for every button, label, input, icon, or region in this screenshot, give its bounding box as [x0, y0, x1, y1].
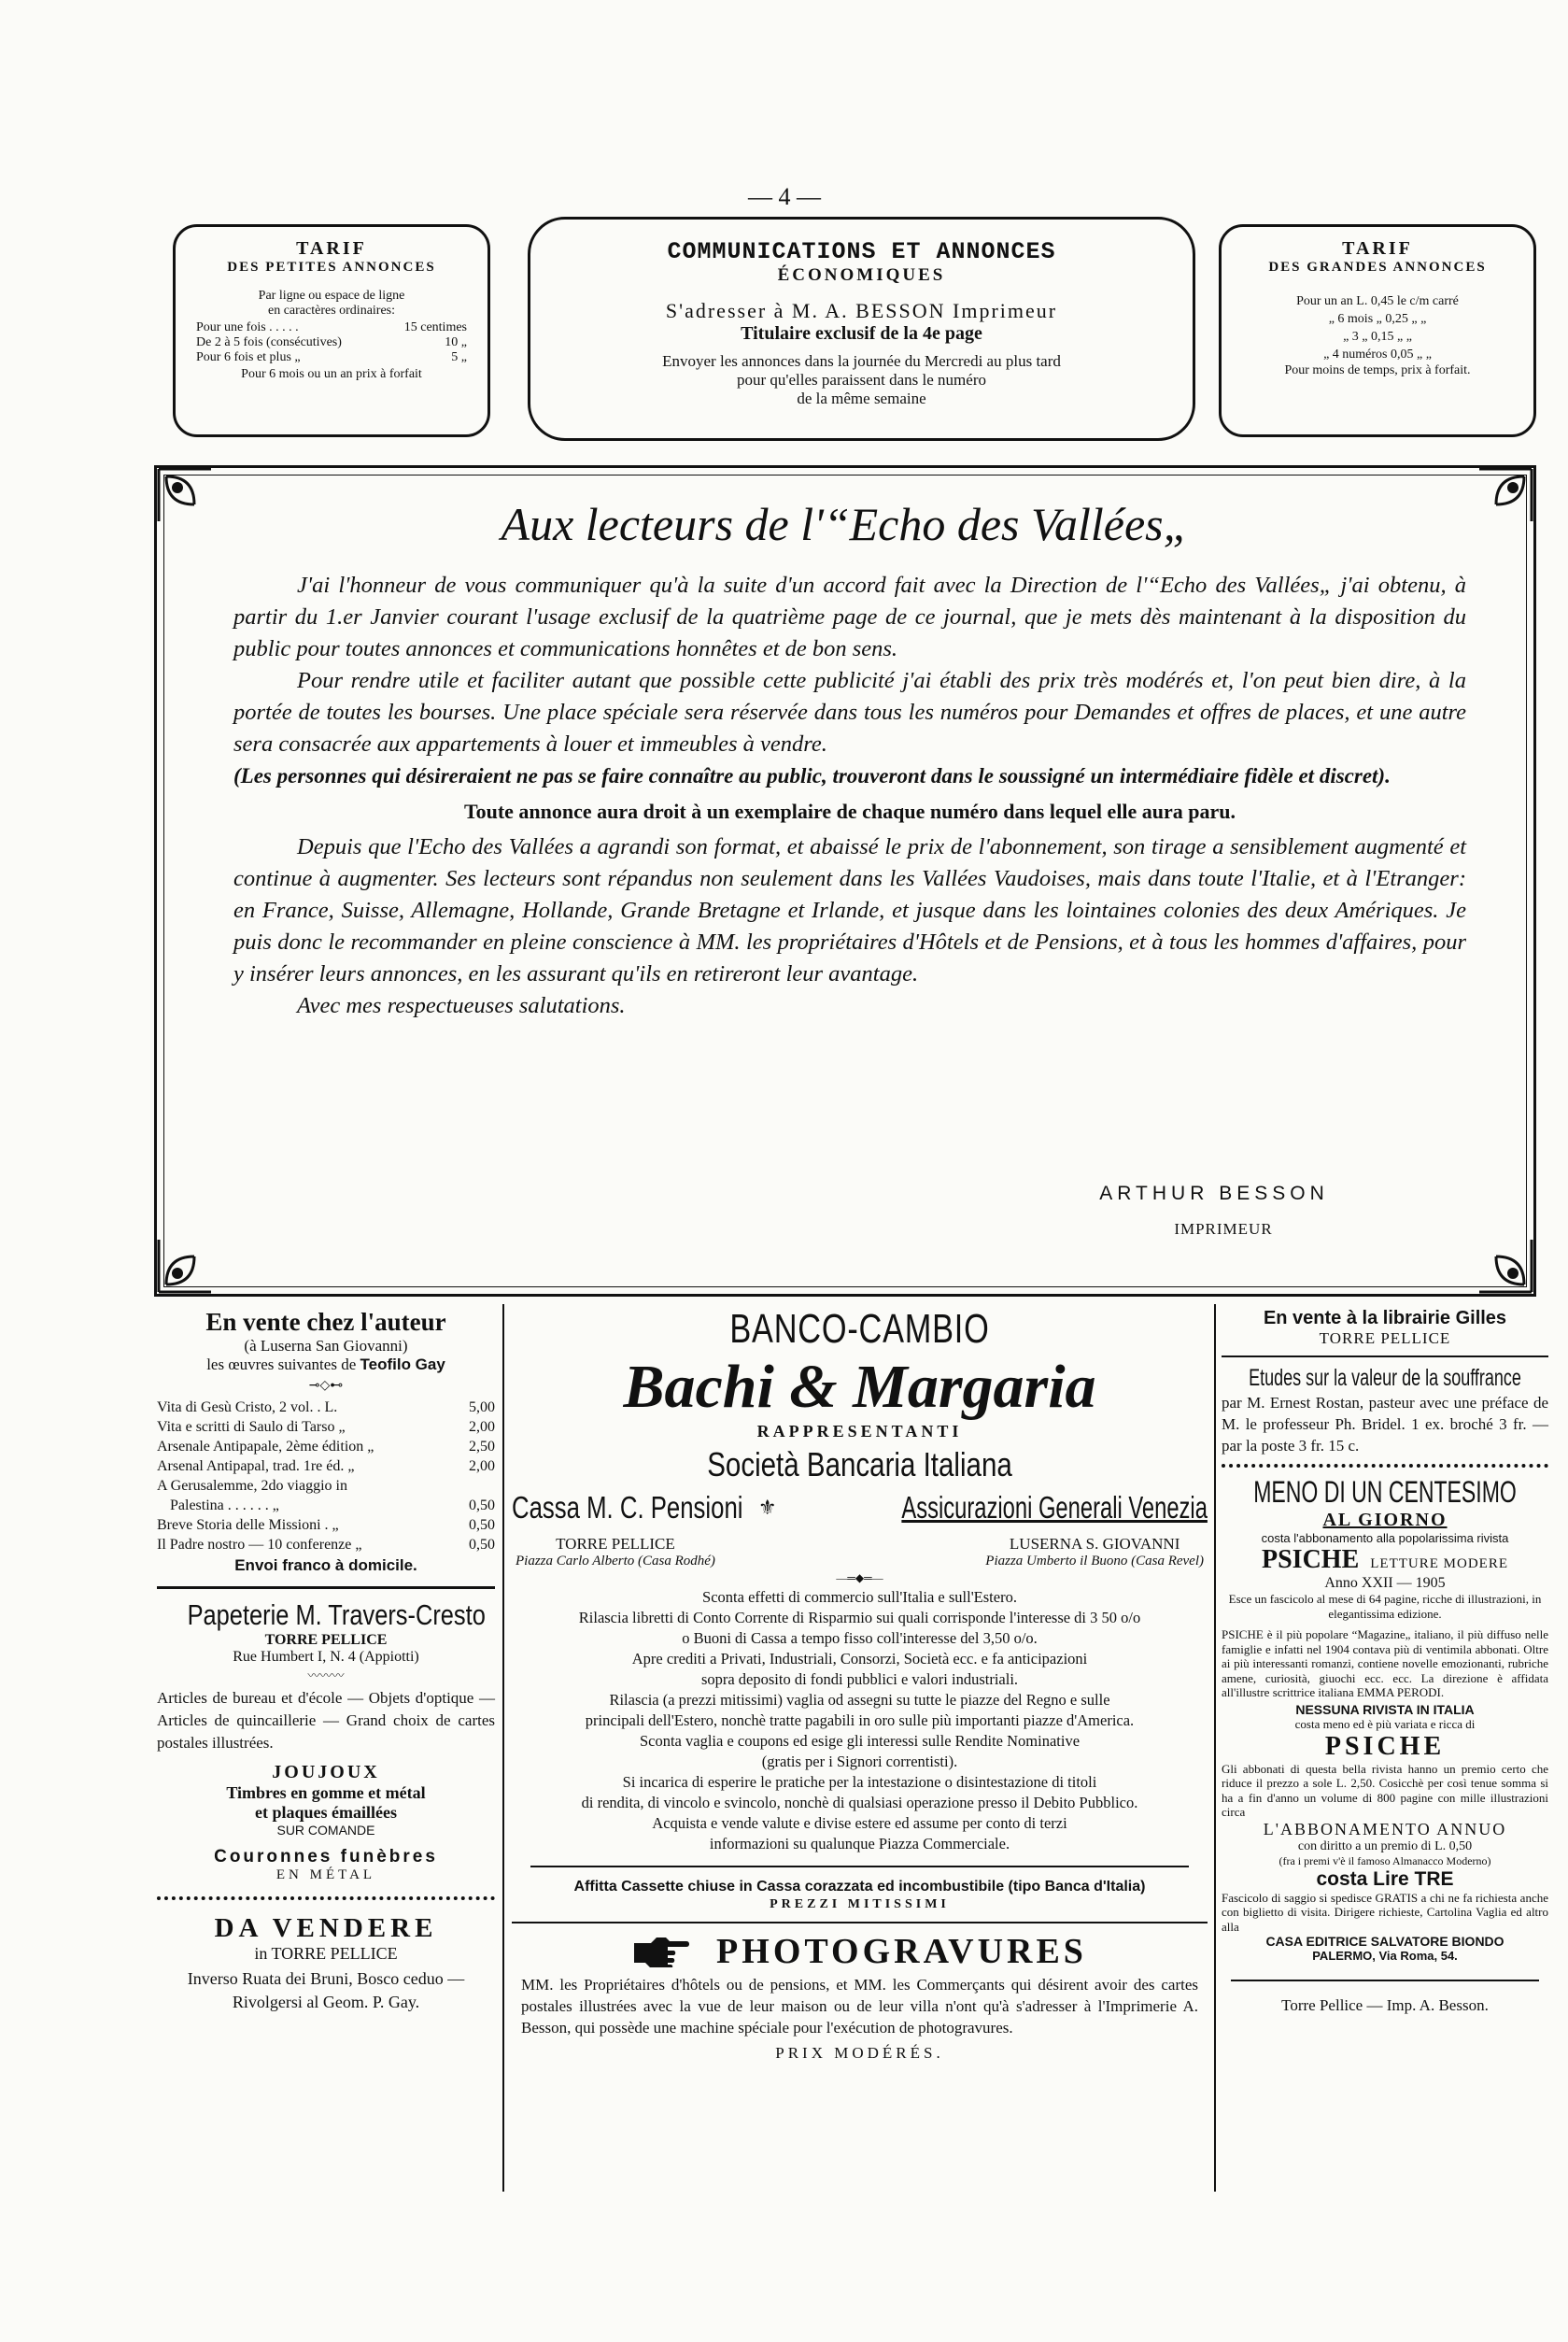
couronnes: Couronnes funèbres: [214, 1847, 438, 1867]
communications-subtitle: ÉCONOMIQUES: [777, 265, 946, 285]
right-column: [1222, 1308, 1548, 2015]
costa-lire: costa Lire TRE: [1316, 1867, 1454, 1890]
timbres-line1: Timbres en gomme et métal: [226, 1783, 426, 1802]
divider: [530, 1866, 1189, 1867]
vendere-title: DA VENDERE: [214, 1913, 438, 1943]
nessuna-rivista-2: costa meno ed è più variata e ricca di: [1294, 1716, 1476, 1731]
costa-abbonamento: costa l'abbonamento alla popolarissima rivista: [1261, 1531, 1509, 1545]
cassa-pensioni: Cassa M. C. Pensioni: [512, 1490, 743, 1525]
service-line: Rilascia libretti di Conto Corrente di Risparmio sui quali corrisponde l'interesse di 3 50 o/o: [578, 1609, 1141, 1626]
tarif-grandes-row: „ 4 numéros 0,05 „ „: [1323, 348, 1432, 362]
communications-line2: Titulaire exclusif de la 4e page: [741, 323, 982, 344]
divider: [157, 1586, 495, 1589]
saggio-text: Fascicolo di saggio si spedisce GRATIS a chi ne fa richiesta anche con biglietto di visita. Dirigere richieste, Cartolina Vaglia ed altro alla: [1222, 1890, 1548, 1934]
psiche-title-2: PSICHE: [1324, 1731, 1446, 1761]
rappresentanti: RAPPRESENTANTI: [756, 1422, 963, 1441]
banco-title: BANCO-CAMBIO: [729, 1306, 990, 1352]
divider: [1222, 1464, 1548, 1468]
left-franco: Envoi franco à domicile.: [234, 1556, 417, 1574]
tarif-petites-row-value: 15 centimes: [403, 320, 467, 334]
book-title: Palestina . . . . . . „: [170, 1497, 279, 1513]
main-notice-body: [233, 570, 1466, 1022]
column-divider: [1214, 1304, 1216, 2192]
anno: Anno XXII — 1905: [1324, 1575, 1446, 1591]
service-line: Sconta vaglia e coupons ed esige gli interessi sulle Rendite Nominative: [639, 1732, 1081, 1750]
service-line: Rilascia (a prezzi mitissimi) vaglia od assegni su tutte le piazze del Regno e sulle: [609, 1691, 1110, 1709]
papeterie-title: Papeterie M. Travers-Cresto: [187, 1598, 486, 1631]
book-price: 2,00: [469, 1419, 495, 1435]
firm-name: Bachi & Margaria: [623, 1353, 1096, 1421]
book-title: Vita e scritti di Saulo di Tarso „: [157, 1419, 346, 1435]
book-price: 0,50: [469, 1497, 495, 1513]
book-title: Vita di Gesù Cristo, 2 vol. . L.: [157, 1399, 338, 1415]
prix-moderes: PRIX MODÉRÉS.: [775, 2044, 944, 2062]
service-line: di rendita, di vincolo e svincolo, nonchè di qualsiasi operazione presso il Debito Pubblico.: [581, 1794, 1138, 1811]
premio: con diritto a un premio di L. 0,50: [1297, 1838, 1473, 1853]
etudes-title: Etudes sur la valeur de la souffrance: [1249, 1365, 1521, 1391]
pointing-hand-icon: [632, 1936, 692, 1967]
service-line: (gratis per i Signori correntisti).: [761, 1753, 958, 1770]
book-title: Il Padre nostro — 10 conferenze „: [157, 1537, 362, 1553]
tarif-petites-footer: Pour 6 mois ou un an prix à forfait: [241, 367, 422, 381]
service-line: Sconta effetti di commercio sull'Italia e sull'Estero.: [702, 1588, 1017, 1606]
abbonati-text: Gli abbonati di questa bella rivista hanno un premio certo che riduce il prezzo a sole L. 2,50. Cosicchè per così tenue somma si ha a fin d'anno un volume di 800 pagine con mille illustrazioni circa: [1222, 1761, 1548, 1819]
al-giorno: AL GIORNO: [1322, 1510, 1448, 1530]
main-notice-closing: Avec mes respectueuses salutations.: [297, 993, 626, 1018]
letture-moderne: LETTURE MODERE: [1370, 1556, 1508, 1571]
premio-2: (fra i premi v'è il famoso Almanacco Moderno): [1278, 1853, 1491, 1867]
book-price: 2,00: [469, 1458, 495, 1474]
tarif-grandes-footer: Pour moins de temps, prix à forfait.: [1284, 363, 1471, 377]
tarif-grandes-title: TARIF: [1342, 238, 1413, 259]
divider: [512, 1922, 1208, 1923]
main-notice-gothic-line: Toute annonce aura droit à un exemplaire de chaque numéro dans lequel elle aura paru.: [463, 800, 1236, 823]
service-line: informazioni su qualunque Piazza Commerciale.: [709, 1835, 1010, 1852]
luserna-address: Piazza Umberto il Buono (Casa Revel): [985, 1554, 1204, 1568]
book-title: Arsenale Antipapale, 2ème édition „: [157, 1439, 374, 1455]
left-column: En vente chez l'auteur (à Luserna San Giovanni) les œuvres suivantes de Teofilo Gay ⊸◇⊷ Vita di Gesù Cristo, 2 vol. . L. 5,00 Vita e scritti di Saulo di Tarso „ 2,00 Arsenale Antipapale, 2ème édition „ 2,50 Arsenal Antipapal, trad. 1re éd. „ 2,00 A Gerusalemme, 2do viaggio in Palestina . . . . . . „ 0,50 Breve Storia delle Missioni . „ 0,50 Il Padre nostro — 10 conferenze „ 0,50 Envoi franco à domicile. Papeterie M. Travers-Cresto TORRE PELLICE Rue Humbert I, N. 4 (Appiotti) 〰〰〰 Articles de bureau et d'école — Objets d'optique — Articles de quincaillerie — Grand choix de cartes postales illustrées. JOUJOUX Timbres en gomme et métal et plaques émaillées SUR COMANDE Couronnes funèbres EN MÉTAL DA VENDERE in TORRE PELLICE Inverso Ruata dei Bruni, Bosco ceduo — Rivolgersi al Geom. P. Gay.: [157, 1308, 495, 2014]
fleuron-icon: ⚜: [757, 1496, 777, 1519]
vendere-text: Inverso Ruata dei Bruni, Bosco ceduo — Rivolgersi al Geom. P. Gay.: [187, 1969, 465, 2011]
fascicolo-text: Esce un fascicolo al mese di 64 pagine, ricche di illustrazioni, in elegantissima edizione.: [1228, 1592, 1542, 1621]
main-notice-paragraph: J'ai l'honneur de vous communiquer qu'à la suite d'un accord fait avec la Direction de l'“Echo des Vallées„ j'ai obtenu, à partir du 1.er Janvier courant l'usage exclusif de la quatrième page de ce journal, que je mets dès maintenant à la disposition du public pour toutes annonces et communications honnêtes et de bon sens.: [233, 573, 1466, 661]
fleuron-icon: ⊸◇⊷: [308, 1379, 344, 1393]
tarif-petites-row-value: 10 „: [445, 335, 467, 349]
main-notice-paragraph: Depuis que l'Echo des Vallées a agrandi son format, et abaissé le prix de l'abonnement, son tirage a sensiblement augmenté et continue à augmenter. Ses lecteurs sont répandus non seulement dans les Vallées Vaudoises, mais dans toute l'Italie, et à l'Etranger: en France, Suisse, Allemagne, Hollande, Grande Bretagne et Irlande, et jusque dans les lointaines colonies des deux Amériques. Je puis donc le recommander en pleine conscience à MM. les propriétaires d'Hôtels et de Pensions, et à tous les hommes d'affaires, pour y insérer leurs annonces, en les assurant qu'ils en retireront leur avantage.: [233, 834, 1466, 986]
luserna: LUSERNA S. GIOVANNI: [1009, 1535, 1180, 1553]
psiche-title: PSICHE: [1262, 1545, 1360, 1574]
societa-bancaria: Società Bancaria Italiana: [707, 1445, 1012, 1483]
signature: ARTHUR BESSON: [1099, 1183, 1329, 1204]
nessuna-rivista: NESSUNA RIVISTA IN ITALIA: [1295, 1701, 1475, 1717]
photogravures-text: MM. les Propriétaires d'hôtels ou de pensions, et MM. les Commerçants qui désirent avoir des cartes postales illustrées avec la vue de leur maison ou de leur villa n'ont qu'à s'adresser à l'Imprimerie A. Besson, qui possède une machine spéciale pour l'exécution de photogravures.: [521, 1976, 1198, 2037]
communications-line1: S'adresser à M. A. BESSON Imprimeur: [665, 299, 1058, 322]
tarif-petites-row-value: 5 „: [451, 350, 467, 364]
communications-line4: pour qu'elles paraissent dans le numéro: [737, 371, 986, 389]
book-price: 2,50: [469, 1439, 495, 1455]
main-notice-paragraph: Pour rendre utile et faciliter autant que possible cette publicité j'ai établi des prix très modérés et, l'on peut bien dire, à la portée de toutes les bourses. Une place spéciale sera réservée dans tous les numéros pour Demandes et offres de places, et une autre sera consacrée aux appartements à louer et immeubles à vendre.: [233, 668, 1466, 757]
communications-box: [528, 217, 1195, 441]
casa-editrice: CASA EDITRICE SALVATORE BIONDO: [1265, 1934, 1504, 1949]
tarif-petites-box: [173, 224, 490, 437]
papeterie-city: TORRE PELLICE: [264, 1632, 388, 1648]
divider: [1222, 1356, 1548, 1357]
tarif-petites-intro1: Par ligne ou espace de ligne: [258, 289, 405, 303]
assicurazioni-generali: Assicurazioni Generali Venezia: [901, 1490, 1208, 1525]
center-column: [512, 1306, 1208, 2063]
divider: [1231, 1980, 1539, 1981]
book-title: Arsenal Antipapal, trad. 1re éd. „: [157, 1458, 355, 1474]
service-line: principali dell'Estero, nonchè tratte pagabili in oro sulle più importanti piazze d'America.: [585, 1711, 1135, 1729]
tarif-petites-intro2: en caractères ordinaires:: [267, 304, 396, 318]
service-line: Acquista e vende valute e divise estere ed assume per conto di terzi: [652, 1814, 1067, 1832]
affitta-cassette: Affitta Cassette chiuse in Cassa corazzata ed incombustibile (tipo Banca d'Italia): [573, 1879, 1146, 1895]
sur-comande: SUR COMANDE: [276, 1823, 375, 1838]
book-price: 0,50: [469, 1537, 495, 1553]
papeterie-address: Rue Humbert I, N. 4 (Appiotti): [233, 1649, 419, 1665]
tarif-grandes-subtitle: DES GRANDES ANNONCES: [1268, 260, 1487, 275]
left-sub2: les œuvres suivantes de: [206, 1356, 357, 1373]
ornate-corner-icon: [1477, 1238, 1533, 1294]
book-price: 0,50: [469, 1517, 495, 1533]
signature-title: IMPRIMEUR: [1174, 1220, 1273, 1238]
prezzi-mitissimi: PREZZI MITISSIMI: [770, 1897, 950, 1911]
meno-centesimo: MENO DI UN CENTESIMO: [1253, 1475, 1517, 1509]
photogravures-title: PHOTOGRAVURES: [716, 1932, 1087, 1971]
imprint: Torre Pellice — Imp. A. Besson.: [1281, 1996, 1489, 2014]
communications-line3: Envoyer les annonces dans la journée du Mercredi au plus tard: [662, 352, 1061, 370]
communications-line5: de la même semaine: [797, 390, 926, 407]
service-line: sopra deposito di fondi pubblici e valori industriali.: [700, 1670, 1019, 1688]
main-notice-paragraph: (Les personnes qui désireraient ne pas se faire connaître au public, trouveront dans le soussigné un intermédiaire fidèle et discret).: [233, 764, 1391, 788]
divider: [157, 1896, 495, 1900]
tarif-petites-title: TARIF: [296, 238, 367, 259]
right-title: En vente à la librairie Gilles: [1263, 1308, 1507, 1328]
etudes-text: par M. Ernest Rostan, pasteur avec une préface de M. le professeur Ph. Bridel. 1 ex. broché 3 fr. — par la poste 3 fr. 15 c.: [1222, 1394, 1548, 1455]
column-divider: [502, 1304, 504, 2192]
service-line: Si incarica di esperire le pratiche per la intestazione o disintestazione di titoli: [622, 1773, 1097, 1791]
left-author: Teofilo Gay: [360, 1356, 445, 1373]
papeterie-text: Articles de bureau et d'école — Objets d'optique — Articles de quincaillerie — Grand choix de cartes postales illustrées.: [157, 1689, 495, 1752]
book-title: A Gerusalemme, 2do viaggio in: [157, 1478, 347, 1494]
psiche-description: PSICHE è il più popolare “Magazine„ italiano, il più diffuso nelle famiglie e infatti nel 1904 contava più di ventimila abbonati. Oltre ai più interessanti romanzi, contiene novelle emozionanti, rubriche amene, curiosità, giuochi ecc. ecc. La direzione è affidata all'illustre scrittrice italiana EMMA PERODI.: [1222, 1627, 1548, 1699]
tarif-grandes-box: [1219, 224, 1536, 437]
tarif-petites-row-label: Pour 6 fois et plus „: [196, 350, 301, 364]
torre-address: Piazza Carlo Alberto (Casa Rodhé): [516, 1554, 715, 1568]
tarif-petites-subtitle: DES PETITES ANNONCES: [227, 260, 436, 275]
timbres-line2: et plaques émaillées: [255, 1803, 397, 1822]
book-price: 5,00: [469, 1399, 495, 1415]
service-line: o Buoni di Cassa a tempo fisso coll'interesse del 3,50 o/o.: [682, 1629, 1038, 1647]
left-sub1: (à Luserna San Giovanni): [244, 1337, 408, 1355]
service-line: Apre crediti a Privati, Industriali, Consorzi, Società ecc. e fa anticipazioni: [631, 1650, 1088, 1668]
palermo: PALERMO, Via Roma, 54.: [1312, 1949, 1458, 1963]
main-notice-heading: Aux lecteurs de l'“Echo des Vallées„: [501, 498, 1190, 550]
tarif-petites-row-label: De 2 à 5 fois (consécutives): [196, 335, 342, 349]
torre-pellice: TORRE PELLICE: [556, 1535, 675, 1553]
page-number: — 4 —: [748, 183, 821, 210]
en-metal: EN MÉTAL: [275, 1867, 376, 1882]
book-title: Breve Storia delle Missioni . „: [157, 1517, 339, 1533]
communications-title: COMMUNICATIONS ET ANNONCES: [667, 238, 1056, 265]
vendere-city: in TORRE PELLICE: [254, 1944, 398, 1963]
tarif-grandes-row: Pour un an L. 0,45 le c/m carré: [1296, 294, 1459, 308]
left-title: En vente chez l'auteur: [205, 1308, 446, 1336]
right-city: TORRE PELLICE: [1319, 1329, 1451, 1347]
fleuron-icon: —═◆═—: [836, 1571, 883, 1584]
tarif-grandes-row: „ 6 mois „ 0,25 „ „: [1328, 312, 1427, 326]
tarif-grandes-row: „ 3 „ 0,15 „ „: [1343, 330, 1412, 344]
ornate-corner-icon: [157, 1238, 213, 1294]
joujoux: JOUJOUX: [272, 1762, 380, 1782]
abbonamento-annuo: L'ABBONAMENTO ANNUO: [1263, 1819, 1507, 1838]
tarif-petites-row-label: Pour une fois . . . . .: [196, 320, 299, 334]
